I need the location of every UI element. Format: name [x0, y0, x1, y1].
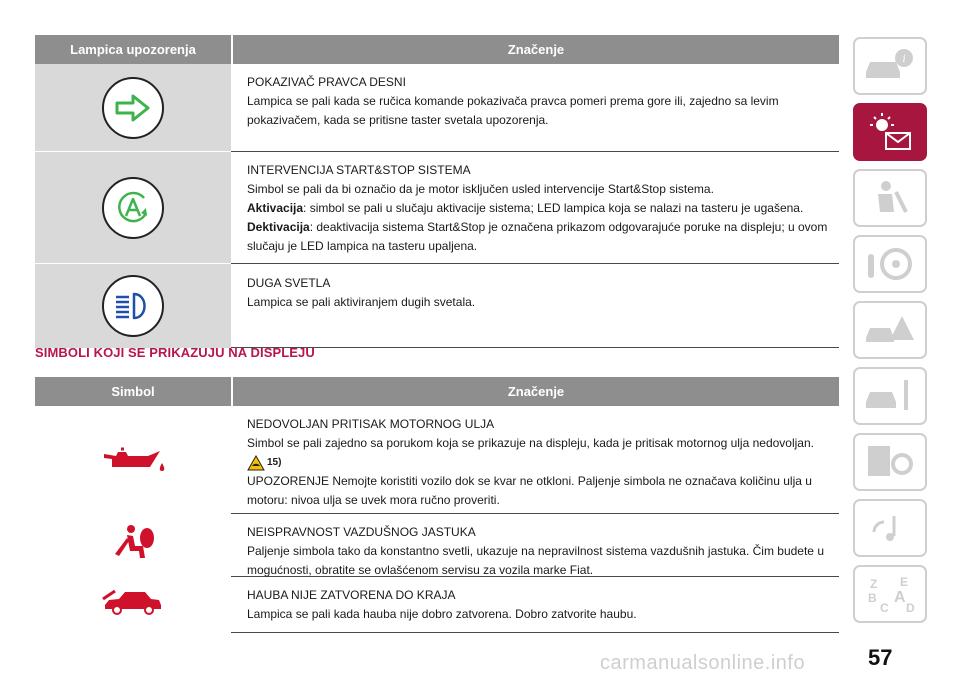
- symbol-cell: [35, 514, 231, 577]
- row-text: Simbol se pali zajedno sa porukom koja se prikazuje na displeju, kada je pritisak motornog ulja nedovoljan.: [247, 436, 814, 450]
- oil-pressure-icon: [98, 445, 168, 475]
- activation-label: Aktivacija: [247, 201, 304, 215]
- row-text: Lampica se pali kada hauba nije dobro zatvorena. Dobro zatvorite haubu.: [247, 607, 637, 621]
- row-text: Lampica se pali aktiviranjem dugih svetala.: [247, 295, 476, 309]
- airbag-fault-icon: [109, 524, 157, 562]
- note-reference[interactable]: 15): [267, 457, 282, 469]
- seatbelt-person-icon: [860, 178, 920, 218]
- meaning-cell: [231, 64, 839, 152]
- svg-text:A: A: [894, 589, 906, 606]
- warning-lights-table: [35, 35, 839, 348]
- tab-index[interactable]: [853, 565, 927, 623]
- symbol-cell: [35, 577, 231, 633]
- steering-wheel-icon: [860, 244, 920, 284]
- warning-triangle-icon: [247, 455, 265, 471]
- header-meaning: Značenje: [231, 377, 839, 406]
- alphabetical-index-icon: [860, 572, 920, 616]
- multimedia-icon: [860, 508, 920, 548]
- start-stop-icon: [102, 177, 164, 239]
- meaning-cell: [231, 152, 839, 264]
- header-meaning: Značenje: [231, 35, 839, 64]
- row-text: Simbol se pali da bi označio da je motor isključen usled intervencije Start&Stop sistema.: [247, 182, 714, 196]
- meaning-cell: [231, 264, 839, 348]
- table-row: [35, 264, 839, 348]
- tab-safety[interactable]: [853, 169, 927, 227]
- header-symbol: Simbol: [111, 384, 155, 399]
- deactivation-text: : deaktivacija sistema Start&Stop je označena prikazom odgovarajuće poruke na displeju; u ovom slučaju je LED lampica na tasteru upaljena.: [247, 220, 828, 253]
- display-symbols-table: [35, 377, 839, 633]
- row-text: Lampica se pali kada se ručica komande pokazivača pravca pomeri prema gore ili, zajedno sa levim pokazivačem, kada se pritisne taster svetala upozorenja.: [247, 94, 779, 127]
- tab-technical-data[interactable]: [853, 433, 927, 491]
- svg-text:B: B: [868, 591, 877, 605]
- watermark: carmanualsonline.info: [600, 652, 806, 674]
- symbol-cell: [35, 64, 231, 152]
- table-row: [35, 577, 839, 633]
- tab-multimedia[interactable]: [853, 499, 927, 557]
- car-wrench-icon: [860, 376, 920, 416]
- svg-text:i: i: [902, 51, 906, 65]
- meaning-cell: [231, 406, 839, 514]
- car-info-icon: [860, 46, 920, 86]
- symbol-cell: [35, 406, 231, 514]
- svg-text:E: E: [900, 575, 909, 589]
- page-number: 57: [868, 645, 893, 670]
- document-gear-icon: [860, 442, 920, 482]
- bonnet-open-icon: [101, 589, 165, 615]
- section-title: SIMBOLI KOJI SE PRIKAZUJU NA DISPLEJU: [35, 345, 315, 360]
- tab-emergency[interactable]: [853, 301, 927, 359]
- tab-warning-lights[interactable]: [853, 103, 927, 161]
- meaning-cell: [231, 514, 839, 577]
- svg-text:D: D: [906, 601, 915, 615]
- row-title: HAUBA NIJE ZATVORENA DO KRAJA: [247, 588, 456, 602]
- row-text: Paljenje simbola tako da konstantno svetli, ukazuje na nepravilnost sistema vazdušnih jastuka. Čim budete u mogućnosti, obratite se ovlašćenom servisu za vozila marke Fiat.: [247, 544, 824, 577]
- svg-text:Z: Z: [870, 577, 878, 591]
- row-title: INTERVENCIJA START&STOP SISTEMA: [247, 163, 471, 177]
- table-row: [35, 152, 839, 264]
- meaning-cell: [231, 577, 839, 633]
- warning-text: UPOZORENJE Nemojte koristiti vozilo dok se kvar ne otkloni. Paljenje simbola ne označava količinu ulja u motoru: nivoa ulja se uvek mora ručno proveriti.: [247, 474, 812, 508]
- table-header: [35, 35, 839, 64]
- row-title: NEISPRAVNOST VAZDUŠNOG JASTUKA: [247, 525, 476, 539]
- tab-maintenance[interactable]: [853, 367, 927, 425]
- table-row: [35, 406, 839, 514]
- symbol-cell: [35, 264, 231, 348]
- row-title: POKAZIVAČ PRAVCA DESNI: [247, 75, 406, 89]
- svg-text:C: C: [880, 601, 889, 615]
- warning-light-message-icon: [860, 111, 920, 153]
- table-header: [35, 377, 839, 406]
- high-beam-icon: [102, 275, 164, 337]
- symbol-cell: [35, 152, 231, 264]
- row-title: NEDOVOLJAN PRITISAK MOTORNOG ULJA: [247, 417, 495, 431]
- row-title: DUGA SVETLA: [247, 276, 331, 290]
- table-row: [35, 514, 839, 577]
- header-warning-light: Lampica upozorenja: [70, 42, 196, 57]
- car-emergency-icon: [860, 310, 920, 350]
- activation-text: : simbol se pali u slučaju aktivacije sistema; LED lampica koja se nalazi na tasteru je ugašena.: [303, 201, 804, 215]
- table-row: [35, 64, 839, 152]
- tab-starting-driving[interactable]: [853, 235, 927, 293]
- turn-signal-right-icon: [102, 77, 164, 139]
- deactivation-label: Dektivacija: [247, 220, 310, 234]
- tab-dashboard-info[interactable]: [853, 37, 927, 95]
